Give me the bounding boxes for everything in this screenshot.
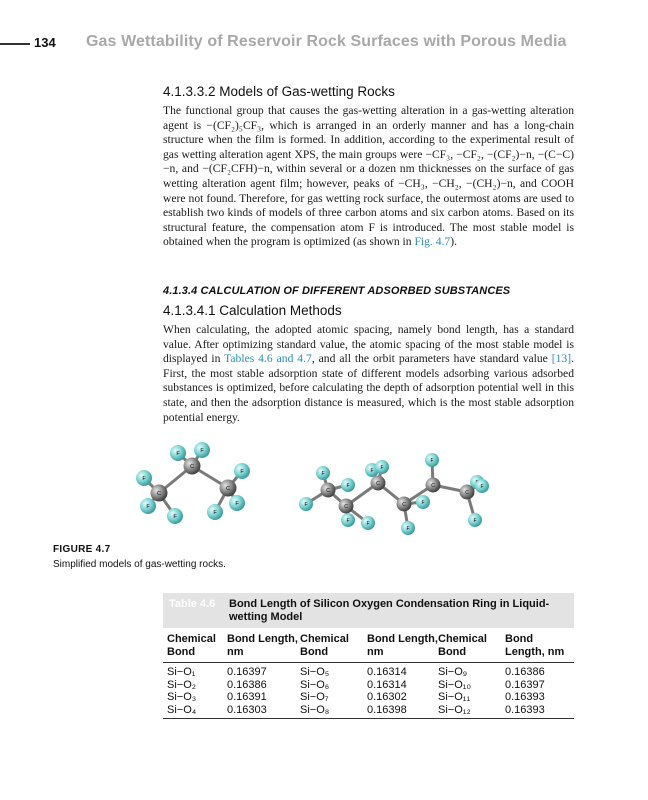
carbon-atom [151,485,168,502]
subsection-heading-methods: 4.1.3.4.1 Calculation Methods [163,303,342,318]
figure-label: FIGURE 4.7 [53,544,111,555]
fluorine-atom [167,508,183,524]
fluorine-atom [140,498,156,514]
atom-label: C [465,490,469,496]
table-cell: 0.16386 [227,678,267,691]
atom-label: C [226,486,230,492]
atom-label: F [304,502,308,508]
atom-label: F [346,483,350,489]
table-cell: 0.16393 [505,691,545,703]
table-header-cell: Chemical Bond [167,633,216,658]
table-cell: Si−O₅ [300,666,330,678]
table-row [163,666,574,679]
carbon-atom [321,483,336,498]
fluorine-atom [170,445,186,461]
table-header-cell: Chemical Bond [438,633,487,658]
atom-label: C [376,481,380,487]
table-number: Table 4.6 [169,598,216,610]
fluorine-atom [468,513,482,527]
table-header-row [163,628,574,663]
table-header-cell: Bond Length, nm [367,633,438,658]
atom-label: C [344,504,348,510]
table-cell: 0.16314 [367,678,407,691]
atom-label: F [146,504,150,510]
fluorine-atom [207,504,223,520]
paragraph-models-text: The functional group that causes the gas-wetting alteration in a gas-wetting alteration agent is −(CF₂)₅CF₃, which is arranged in an orderly manner and has a long-chain structure when the film is formed. In addition, according to the experimental result of gas wetting alteration agent XPS, the main groups were −CF₃, −CF₂, −(CF₂)−n, −(C−C)−n, and −(CF₂CFH)−n, within several or a dozen nm thicknesses on the surface of gas wetting alteration agent film; however, peaks of −CH₃, −CH₂, −(CH₂)−n, and COOH were not found. Therefore, for gas wetting rock surface, the outermost atoms are used to establish two kinds of models of three carbon atoms and six carbon atoms. Based on its structural feature, the compensation atom F is introduced. The most stable model is obtained when the program is optimized (as shown in [163,104,574,249]
atom-label: F [370,468,374,474]
table-title: Bond Length of Silicon Oxygen Condensation Ring in Liquid-wetting Model [229,598,550,623]
carbon-atom [371,476,386,491]
fluorine-atom [416,495,430,509]
fluorine-atom [375,460,389,474]
table-cell: Si−O₂ [167,678,197,691]
table-row [163,704,574,717]
running-title: Gas Wettability of Reservoir Rock Surfaces with Porous Media [86,33,567,50]
tables-link[interactable]: Tables 4.6 and 4.7 [224,352,312,366]
fluorine-atom [234,463,250,479]
table-body [163,663,574,719]
atom-label: F [176,451,180,457]
section-heading-models: 4.1.3.3.2 Models of Gas-wetting Rocks [163,84,395,99]
carbon-atom [339,499,354,514]
atom-label: F [240,469,244,475]
atom-label: C [157,491,161,497]
atom-label: F [142,476,146,482]
table-cell: Si−O₁₂ [438,703,471,716]
fluorine-atom [401,521,415,535]
table-cell: 0.16391 [227,691,267,703]
atom-label: F [173,514,177,520]
table-row [163,679,574,692]
atom-label: F [213,510,217,516]
table-cell: Si−O₇ [300,691,329,703]
carbon-atom [220,480,237,497]
paragraph-methods [163,323,574,425]
paragraph-methods-text-b: , and all the orbit parameters have standard value [311,352,552,366]
figure-link[interactable]: Fig. 4.7 [414,235,451,249]
table-cell: 0.16386 [505,666,545,678]
table-cell: Si−O₃ [167,691,197,703]
carbon-atom [397,497,412,512]
atom-label: F [380,465,384,471]
atom-label: F [480,484,484,490]
atom-label: F [235,501,239,507]
table-cell: Si−O₈ [300,703,330,716]
paragraph-models [163,104,574,250]
fluorine-atom [425,453,439,467]
atom-label: F [346,518,350,524]
atom-label: F [200,448,204,454]
table-cell: Si−O₉ [438,666,468,678]
atom-label: F [430,458,434,464]
fluorine-atom [341,478,355,492]
atom-label: C [402,502,406,508]
atom-label: F [406,526,410,532]
atom-label: F [473,518,477,524]
table-cell: 0.16314 [367,666,407,678]
table-cell: Si−O₁₀ [438,678,472,691]
atom-label: F [366,521,370,527]
carbon-atom [460,485,475,500]
header-rule [0,43,30,45]
atom-label: F [321,471,325,477]
table-header-cell: Bond Length, nm [227,633,298,658]
table-cell: 0.16398 [367,703,407,716]
table-cell: Si−O₁ [167,666,196,678]
table-cell: 0.16397 [227,666,267,678]
paragraph-methods-text-c: . First, the most stable adsorption state of different models adsorbing various adsorbed substances is optimized, before calculating the depth of adsorption potential well in this state, and then the adsorption distance is measured, which is the most stable adsorption potential energy. [163,352,574,424]
table-cell: Si−O₄ [167,703,197,716]
table-cell: 0.16303 [227,703,267,716]
atom-label: C [431,483,435,489]
three-carbon-model [136,442,250,524]
atom-label: C [326,488,330,494]
fluorine-atom [194,442,210,458]
fluorine-atom [341,513,355,527]
reference-link[interactable]: [13] [551,352,572,366]
table-cell: 0.16397 [505,678,545,691]
fluorine-atom [316,466,330,480]
fluorine-atom [229,495,245,511]
atom-label: C [190,464,194,470]
table-row [163,691,574,704]
fluorine-atom [361,516,375,530]
carbon-atom [426,478,441,493]
molecule-models-figure [130,440,510,540]
table-header-cell: Chemical Bond [300,633,349,658]
table-cell: 0.16393 [505,703,545,716]
table-cell: 0.16302 [367,691,407,703]
figure-caption: Simplified models of gas-wetting rocks. [53,559,226,570]
table-header-cell: Bond Length, nm [505,633,565,658]
carbon-atom [184,458,201,475]
page-number: 134 [34,35,56,50]
table-title-bar [163,593,574,628]
paragraph-methods-text-a: When calculating, the adopted atomic spacing, namely bond length, has a standard value. After optimizing standard value, the atomic spacing of the most stable model is displayed in [163,323,574,366]
atom-label: F [421,500,425,506]
bond-length-table [163,593,574,719]
paragraph-models-end: ). [450,235,457,249]
fluorine-atom [299,497,313,511]
fluorine-atom [136,470,152,486]
table-cell: Si−O₁₁ [438,691,471,703]
table-cell: Si−O₆ [300,678,330,691]
fluorine-atom [475,479,489,493]
section-heading-calculation: 4.1.3.4 CALCULATION OF DIFFERENT ADSORBED SUBSTANCES [163,285,511,297]
